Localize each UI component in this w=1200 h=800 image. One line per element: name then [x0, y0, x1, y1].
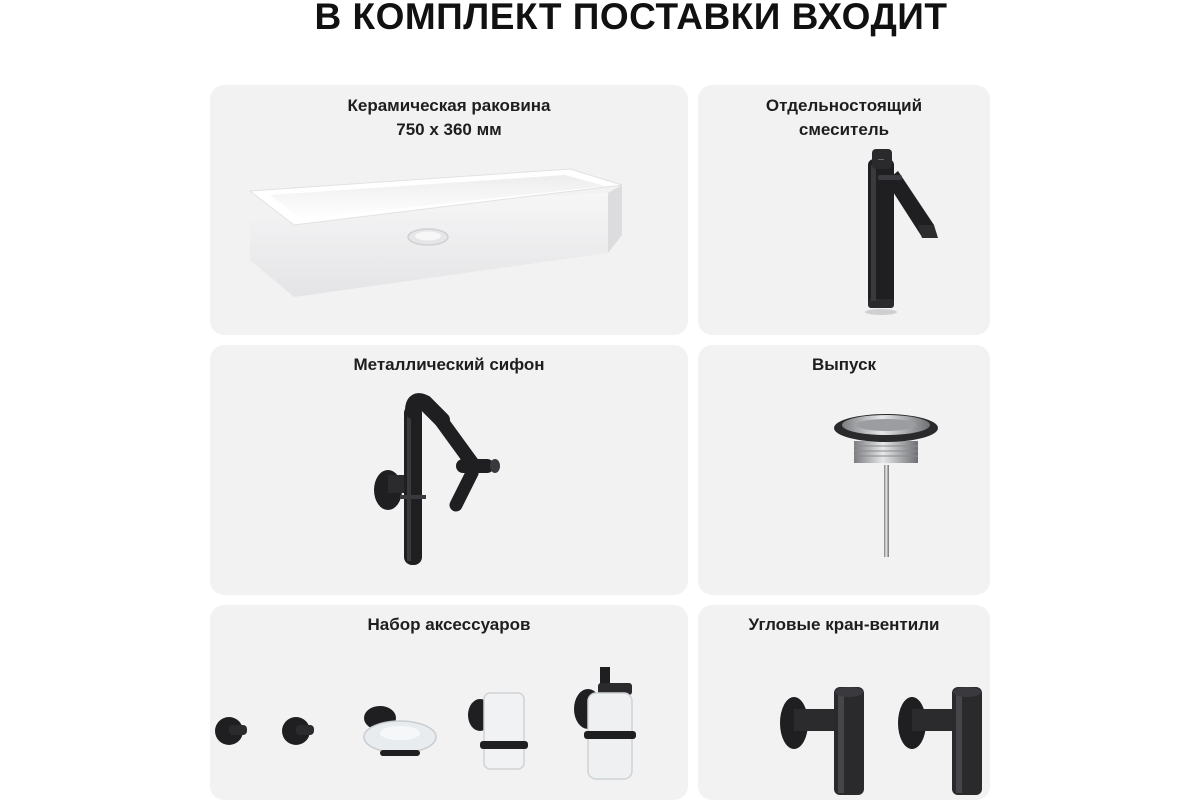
product-card-accessory-set [210, 605, 688, 800]
product-card-freestanding-faucet [698, 85, 990, 335]
angle-valves-image [698, 605, 990, 800]
accessory-set-image [210, 605, 688, 800]
product-label-accessory-set: Набор аксессуаров [367, 615, 531, 634]
product-card-angle-valves [698, 605, 990, 800]
metal-siphon-image [210, 345, 688, 595]
product-label-metal-siphon: Металлический сифон [353, 355, 545, 374]
product-label-angle-valves: Угловые кран-вентили [748, 615, 940, 634]
drain-outlet-image [698, 345, 990, 595]
product-label-drain-outlet: Выпуск [811, 355, 877, 374]
product-card-ceramic-sink [210, 85, 688, 335]
product-label-freestanding-faucet: Отдельностоящий смеситель [765, 96, 923, 139]
product-card-metal-siphon [210, 345, 688, 595]
svg-text:—: — [878, 157, 884, 163]
product-card-drain-outlet [698, 345, 990, 595]
page-title: В КОМПЛЕКТ ПОСТАВКИ ВХОДИТ [314, 0, 948, 37]
product-label-ceramic-sink: Керамическая раковина 750 х 360 мм [347, 96, 551, 139]
freestanding-faucet-image [698, 85, 990, 335]
ceramic-sink-image [210, 85, 688, 335]
